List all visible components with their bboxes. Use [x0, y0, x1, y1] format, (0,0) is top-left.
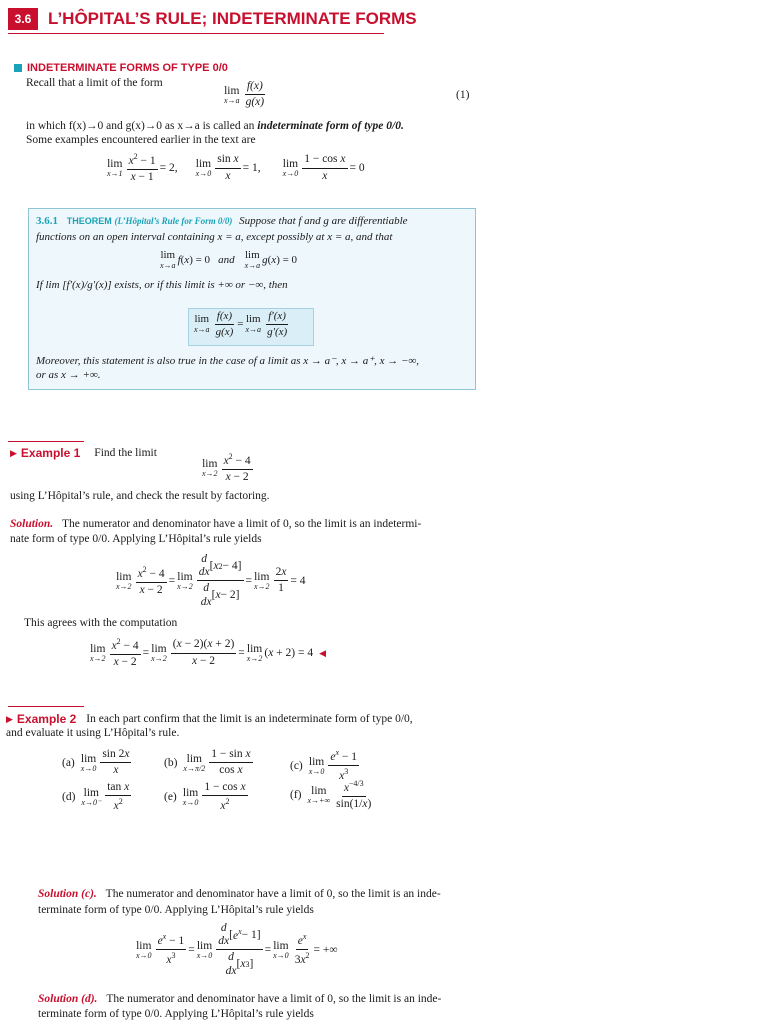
section-heading: INDETERMINATE FORMS OF TYPE 0/0	[14, 62, 228, 74]
equation-number: (1)	[456, 89, 470, 101]
theorem-heading: 3.6.1 THEOREM (L’Hôpital’s Rule for Form 0/0) Suppose that f and g are differentiable	[36, 215, 408, 227]
solution-c-equation: lim x→0 $\frac{e^x - 1}{x^3}$ = lim x→0 d dx [ $e^x$ − 1] d dx [ x 3 ] = lim x→0 $\frac{e^x}{3x^2}$ = +∞	[136, 922, 338, 977]
equation-1: lim x→a $\frac{f(x)}{g(x)}$	[224, 80, 265, 109]
part-d: (d) lim x→0⁻ $\frac{\text{tan x}}{x^2}$	[62, 781, 130, 813]
header-rule	[8, 33, 384, 34]
section-number: 3.6	[14, 12, 32, 26]
example-1-factoring: lim x→2 $\frac{x^2 - 4}{x - 2}$ = lim x→2 $\frac{(x - 2)(x + 2)}{x - 2}$ = lim x→2 (x + 2) = 4 ◀	[90, 637, 327, 669]
solution-c-cont: terminate form of type 0/0. Applying L’Hôpital’s rule yields	[38, 904, 314, 916]
part-c: (c) lim x→0 $\frac{e^x - 1}{x^3}$	[290, 748, 357, 782]
end-marker-icon: ◀	[319, 647, 327, 658]
intro-text: Recall that a limit of the form	[26, 77, 163, 89]
paragraph-1: in which f(x)→0 and g(x)→0 as x→a is called an indeterminate form of type 0/0.	[26, 120, 404, 132]
theorem-moreover-cont: or as x → +∞.	[36, 369, 101, 381]
part-f: (f) lim x→+∞ $\frac{x^{-4/3}}{\sin(1/x)}$	[290, 779, 372, 811]
example-1-agrees: This agrees with the computation	[24, 617, 178, 629]
part-e: (e) lim x→0 $\frac{\text{1 − cos x}}{x^2}$	[164, 781, 246, 813]
example-limits: lim x→1 $\frac{x^2 - 1}{x - 1}$ = 2, lim x→0 $\frac{\text{sin x}}{x}$ = 1, lim x→0 $\frac{\text{1 − cos x}}{x}$ = 0	[107, 152, 365, 184]
triangle-right-icon: ▶	[10, 447, 17, 458]
paragraph-1-cont: Some examples encountered earlier in the text are	[26, 134, 256, 146]
triangle-right-icon: ▶	[6, 713, 13, 724]
example-1-solution-cont: nate form of type 0/0. Applying L’Hôpital’s rule yields	[10, 533, 262, 545]
theorem-result: lim x→a $\frac{f(x)}{g(x)}$ = lim x→a $\frac{f'(x)}{g'(x)}$	[194, 310, 288, 338]
example-1-header: ▶ Example 1 Find the limit	[10, 446, 157, 460]
example-1-limit: lim x→2 $\frac{x^2 - 4}{x - 2}$	[202, 452, 251, 484]
theorem-conditions: lim x→a f ( x ) = 0 and lim x→a g ( x ) = 0	[160, 249, 298, 270]
example-1-rule	[8, 441, 84, 442]
section-badge	[8, 8, 38, 30]
solution-c: Solution (c). The numerator and denominator have a limit of 0, so the limit is an inde-	[38, 888, 441, 900]
example-2-header: ▶ Example 2 In each part confirm that the limit is an indeterminate form of type 0/0,	[6, 712, 413, 726]
theorem-if: If lim [f′(x)/g′(x)] exists, or if this limit is +∞ or −∞, then	[36, 279, 288, 291]
example-2-rule	[8, 706, 84, 707]
square-bullet-icon	[14, 64, 22, 72]
part-b: (b) lim x→π/2 $\frac{\text{1 − sin x}}{\text{cos x}}$	[164, 748, 251, 777]
example-1-lhopital: lim x→2 $\frac{x^2 - 4}{x - 2}$ = lim x→2 d dx [ x 2 − 4] d dx [ x − 2] = lim x→2 $\frac{2x}{1}$ = 4	[116, 553, 306, 608]
example-2-prompt-cont: and evaluate it using L’Hôpital’s rule.	[6, 727, 180, 739]
page-title: L’HÔPITAL’S RULE; INDETERMINATE FORMS	[48, 9, 417, 28]
theorem-moreover: Moreover, this statement is also true in the case of a limit as x → a⁻, x → a⁺, x → −∞,	[36, 355, 420, 367]
example-1-solution: Solution. The numerator and denominator have a limit of 0, so the limit is an indetermi-	[10, 518, 422, 530]
solution-d: Solution (d). The numerator and denominator have a limit of 0, so the limit is an inde-	[38, 993, 442, 1005]
solution-d-cont: terminate form of type 0/0. Applying L’Hôpital’s rule yields	[38, 1008, 314, 1020]
theorem-line-2: functions on an open interval containing x = a, except possibly at x = a, and that	[36, 231, 393, 243]
part-a: (a) lim x→0 $\frac{\sin 2x}{x}$	[62, 748, 130, 777]
example-1-after: using L’Hôpital’s rule, and check the result by factoring.	[10, 490, 270, 502]
